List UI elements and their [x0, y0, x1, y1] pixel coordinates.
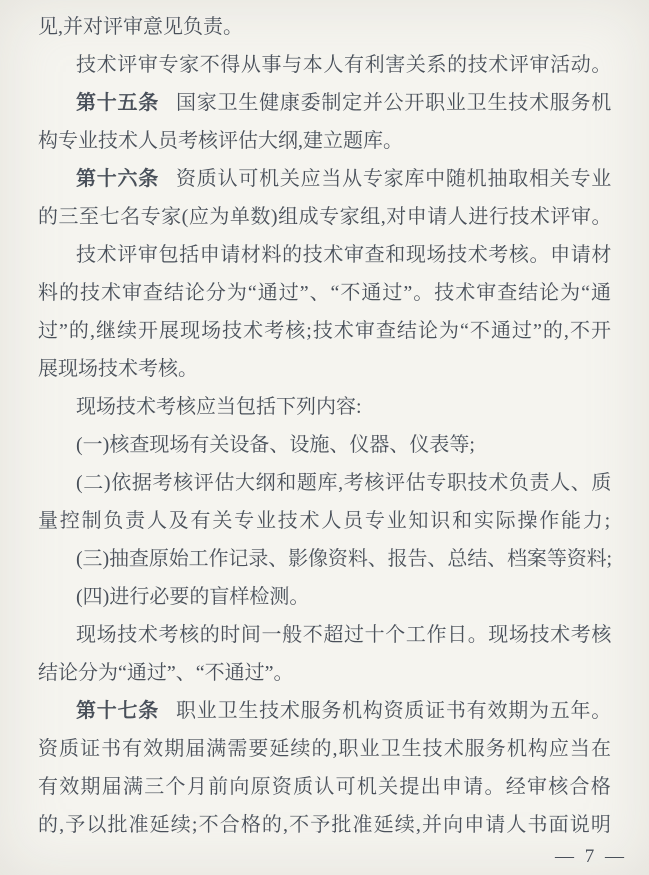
- line-text: 的,予以批准延续;不合格的,不予批准延续,并向申请人书面说明: [38, 814, 612, 836]
- line-text: 结论分为“通过”、“不通过”。: [38, 662, 294, 684]
- text-line-content: [76, 426, 475, 464]
- text-line: [38, 540, 612, 578]
- text-line-content: [76, 236, 612, 274]
- article-number: 第十六条: [76, 168, 160, 190]
- article-number: 第十五条: [76, 92, 160, 114]
- line-text: 资质证书有效期届满需要延续的,职业卫生技术服务机构应当在: [38, 738, 612, 760]
- text-line: [38, 160, 612, 198]
- text-line-content: [76, 616, 612, 654]
- text-line-content: [38, 350, 198, 388]
- text-line-content: [38, 274, 612, 312]
- article-number: 第十七条: [76, 700, 160, 722]
- line-text: 展现场技术考核。: [38, 358, 198, 380]
- text-line-content: [38, 122, 403, 160]
- text-line: [38, 388, 612, 426]
- page-number: — 7 —: [555, 846, 627, 867]
- text-line-content: [76, 540, 612, 578]
- text-line-content: [38, 312, 612, 350]
- text-line-content: [76, 388, 362, 426]
- text-line: [38, 692, 612, 730]
- line-text: (一)核查现场有关设备、设施、仪器、仪表等;: [76, 434, 475, 456]
- text-line: [38, 806, 612, 844]
- text-line: [38, 768, 612, 806]
- text-line-content: [38, 8, 243, 46]
- text-line: [38, 730, 612, 768]
- line-text: 过”的,继续开展现场技术考核;技术审查结论为“不通过”的,不开: [38, 320, 612, 342]
- text-line-content: [76, 464, 612, 502]
- text-line: [38, 502, 612, 540]
- text-line-content: [76, 692, 612, 730]
- text-line: [38, 426, 612, 464]
- text-line-content: [76, 160, 612, 198]
- line-text: 料的技术审查结论分为“通过”、“不通过”。技术审查结论为“通: [38, 282, 612, 304]
- text-line-content: [38, 198, 612, 236]
- text-line-content: [38, 654, 294, 692]
- text-line: [38, 616, 612, 654]
- text-line-content: [76, 84, 612, 122]
- text-line-content: [76, 578, 309, 616]
- line-text: 量控制负责人及有关专业技术人员专业知识和实际操作能力;: [38, 510, 612, 532]
- text-line: [38, 236, 612, 274]
- text-line: [38, 312, 612, 350]
- text-line: [38, 46, 612, 84]
- line-text: 资质认可机关应当从专家库中随机抽取相关专业: [176, 168, 612, 190]
- text-line-content: [76, 46, 612, 84]
- text-line-content: [38, 502, 612, 540]
- line-text: 构专业技术人员考核评估大纲,建立题库。: [38, 130, 403, 152]
- text-line-content: [38, 806, 612, 844]
- line-text: 现场技术考核应当包括下列内容:: [76, 396, 362, 418]
- text-line: [38, 578, 612, 616]
- line-text: 见,并对评审意见负责。: [38, 16, 243, 38]
- line-text: 国家卫生健康委制定并公开职业卫生技术服务机: [176, 92, 612, 114]
- text-block: [38, 8, 612, 844]
- line-text: (二)依据考核评估大纲和题库,考核评估专职技术负责人、质: [76, 472, 612, 494]
- line-text: 职业卫生技术服务机构资质证书有效期为五年。: [176, 700, 612, 722]
- line-text: 技术评审包括申请材料的技术审查和现场技术考核。申请材: [76, 244, 612, 266]
- line-text: 现场技术考核的时间一般不超过十个工作日。现场技术考核: [76, 624, 612, 646]
- line-text: 有效期届满三个月前向原资质认可机关提出申请。经审核合格: [38, 776, 612, 798]
- line-text: (四)进行必要的盲样检测。: [76, 586, 310, 608]
- text-line-content: [38, 730, 612, 768]
- line-text: 技术评审专家不得从事与本人有利害关系的技术评审活动。: [76, 54, 612, 76]
- text-line: [38, 84, 612, 122]
- text-line: [38, 654, 612, 692]
- line-text: (三)抽查原始工作记录、影像资料、报告、总结、档案等资料;: [76, 548, 612, 570]
- text-line: [38, 8, 612, 46]
- text-line: [38, 464, 612, 502]
- text-line: [38, 350, 612, 388]
- text-line-content: [38, 768, 612, 806]
- text-line: [38, 274, 612, 312]
- text-line: [38, 122, 612, 160]
- line-text: 的三至七名专家(应为单数)组成专家组,对申请人进行技术评审。: [38, 206, 612, 228]
- text-line: [38, 198, 612, 236]
